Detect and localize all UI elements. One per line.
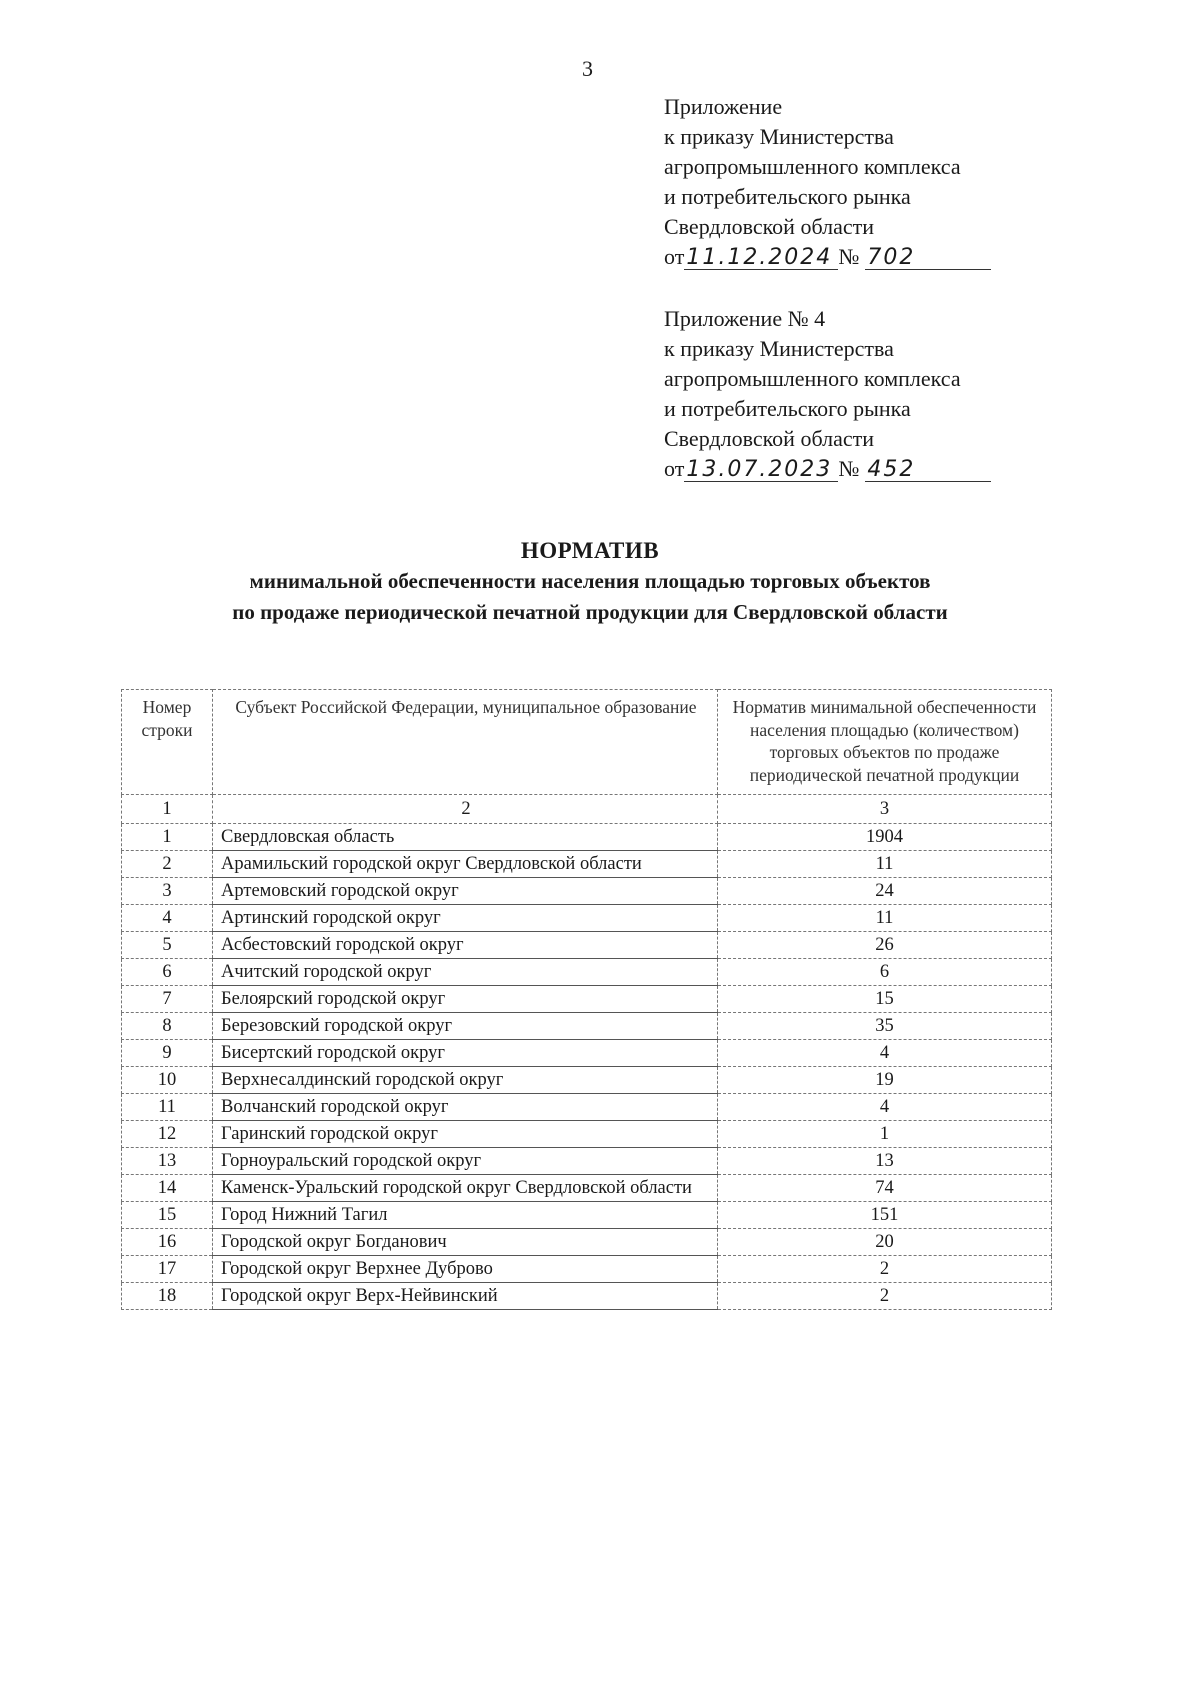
- from-label: от: [664, 244, 685, 269]
- row-subject: Городской округ Верх-Нейвинский: [213, 1283, 718, 1310]
- row-norm-value: 19: [718, 1067, 1052, 1094]
- row-norm-value: 74: [718, 1175, 1052, 1202]
- row-number: 5: [122, 932, 213, 959]
- table-row: [122, 1094, 1052, 1121]
- column-number: 2: [213, 795, 718, 824]
- document-subtitle-line: по продаже периодической печатной продукции для Свердловской области: [232, 600, 948, 624]
- page-number: 3: [582, 56, 593, 81]
- row-subject: Белоярский городской округ: [213, 986, 718, 1013]
- handwritten-date: 13.07.2023: [684, 459, 838, 482]
- row-subject: Горноуральский городской округ: [213, 1148, 718, 1175]
- row-subject: Каменск-Уральский городской округ Свердловской области: [213, 1175, 718, 1202]
- row-number: 2: [122, 851, 213, 878]
- row-number: 9: [122, 1040, 213, 1067]
- appendix-line: к приказу Министерства: [664, 336, 894, 361]
- document-title-block: [0, 536, 1180, 628]
- row-subject: Гаринский городской округ: [213, 1121, 718, 1148]
- table-row: [122, 878, 1052, 905]
- row-subject: Бисертский городской округ: [213, 1040, 718, 1067]
- header-norm: Норматив минимальной обеспеченности населения площадью (количеством) торговых объектов по продаже периодической печатной продукции: [718, 690, 1052, 795]
- row-norm-value: 4: [718, 1094, 1052, 1121]
- row-number: 12: [122, 1121, 213, 1148]
- row-norm-value: 20: [718, 1229, 1052, 1256]
- table-row: [122, 986, 1052, 1013]
- row-norm-value: 6: [718, 959, 1052, 986]
- row-number: 18: [122, 1283, 213, 1310]
- table-row: [122, 959, 1052, 986]
- row-norm-value: 11: [718, 905, 1052, 932]
- handwritten-number: 452: [865, 459, 991, 482]
- table-row: [122, 1121, 1052, 1148]
- appendix-line: Приложение: [664, 94, 783, 119]
- row-norm-value: 26: [718, 932, 1052, 959]
- row-number: 10: [122, 1067, 213, 1094]
- row-number: 4: [122, 905, 213, 932]
- table-row: [122, 824, 1052, 851]
- appendix-line: Приложение № 4: [664, 306, 826, 331]
- row-number: 17: [122, 1256, 213, 1283]
- table-row: [122, 905, 1052, 932]
- row-number: 14: [122, 1175, 213, 1202]
- row-number: 6: [122, 959, 213, 986]
- table-row: [122, 1148, 1052, 1175]
- handwritten-number: 702: [865, 247, 991, 270]
- table-body: [122, 824, 1052, 1310]
- column-number-row: [122, 795, 1052, 824]
- table-row: [122, 1175, 1052, 1202]
- row-subject: Городской округ Верхнее Дуброво: [213, 1256, 718, 1283]
- appendix-current-order: [664, 92, 1044, 272]
- table-row: [122, 1013, 1052, 1040]
- row-subject: Городской округ Богданович: [213, 1229, 718, 1256]
- row-norm-value: 1: [718, 1121, 1052, 1148]
- appendix-line: Свердловской области: [664, 426, 874, 451]
- row-subject: Артемовский городской округ: [213, 878, 718, 905]
- row-norm-value: 24: [718, 878, 1052, 905]
- appendix-line: агропромышленного комплекса: [664, 154, 961, 179]
- row-norm-value: 151: [718, 1202, 1052, 1229]
- row-norm-value: 13: [718, 1148, 1052, 1175]
- row-number: 16: [122, 1229, 213, 1256]
- row-subject: Артинский городской округ: [213, 905, 718, 932]
- table-row: [122, 1256, 1052, 1283]
- table-row: [122, 1229, 1052, 1256]
- row-number: 3: [122, 878, 213, 905]
- order-date-number-row: [664, 454, 1044, 484]
- row-subject: Волчанский городской округ: [213, 1094, 718, 1121]
- from-label: от: [664, 456, 685, 481]
- handwritten-date: 11.12.2024: [684, 247, 838, 270]
- appendix-original-order: [664, 304, 1044, 484]
- table-row: [122, 932, 1052, 959]
- order-date-number-row: [664, 242, 1044, 272]
- table-row: [122, 1202, 1052, 1229]
- table-header-row: [122, 690, 1052, 795]
- row-subject: Асбестовский городской округ: [213, 932, 718, 959]
- row-norm-value: 15: [718, 986, 1052, 1013]
- norm-table: [121, 689, 1052, 1310]
- table-row: [122, 1067, 1052, 1094]
- row-norm-value: 11: [718, 851, 1052, 878]
- row-norm-value: 2: [718, 1256, 1052, 1283]
- row-norm-value: 1904: [718, 824, 1052, 851]
- row-subject: Город Нижний Тагил: [213, 1202, 718, 1229]
- header-subject: Субъект Российской Федерации, муниципальное образование: [213, 690, 718, 795]
- appendix-line: и потребительского рынка: [664, 396, 911, 421]
- row-number: 13: [122, 1148, 213, 1175]
- row-subject: Ачитский городской округ: [213, 959, 718, 986]
- column-number: 1: [122, 795, 213, 824]
- row-number: 11: [122, 1094, 213, 1121]
- row-number: 1: [122, 824, 213, 851]
- table-row: [122, 851, 1052, 878]
- row-subject: Арамильский городской округ Свердловской области: [213, 851, 718, 878]
- appendix-line: и потребительского рынка: [664, 184, 911, 209]
- table-row: [122, 1283, 1052, 1310]
- header-row-number: Номер строки: [122, 690, 213, 795]
- column-number: 3: [718, 795, 1052, 824]
- document-title: НОРМАТИВ: [520, 538, 660, 563]
- appendix-line: к приказу Министерства: [664, 124, 894, 149]
- row-number: 7: [122, 986, 213, 1013]
- row-norm-value: 2: [718, 1283, 1052, 1310]
- appendix-line: Свердловской области: [664, 214, 874, 239]
- number-label: №: [838, 456, 860, 481]
- row-subject: Свердловская область: [213, 824, 718, 851]
- document-subtitle-line: минимальной обеспеченности населения площадью торговых объектов: [249, 569, 931, 593]
- row-subject: Березовский городской округ: [213, 1013, 718, 1040]
- appendix-line: агропромышленного комплекса: [664, 366, 961, 391]
- table-row: [122, 1040, 1052, 1067]
- row-number: 15: [122, 1202, 213, 1229]
- row-norm-value: 4: [718, 1040, 1052, 1067]
- row-subject: Верхнесалдинский городской округ: [213, 1067, 718, 1094]
- number-label: №: [838, 244, 860, 269]
- row-norm-value: 35: [718, 1013, 1052, 1040]
- row-number: 8: [122, 1013, 213, 1040]
